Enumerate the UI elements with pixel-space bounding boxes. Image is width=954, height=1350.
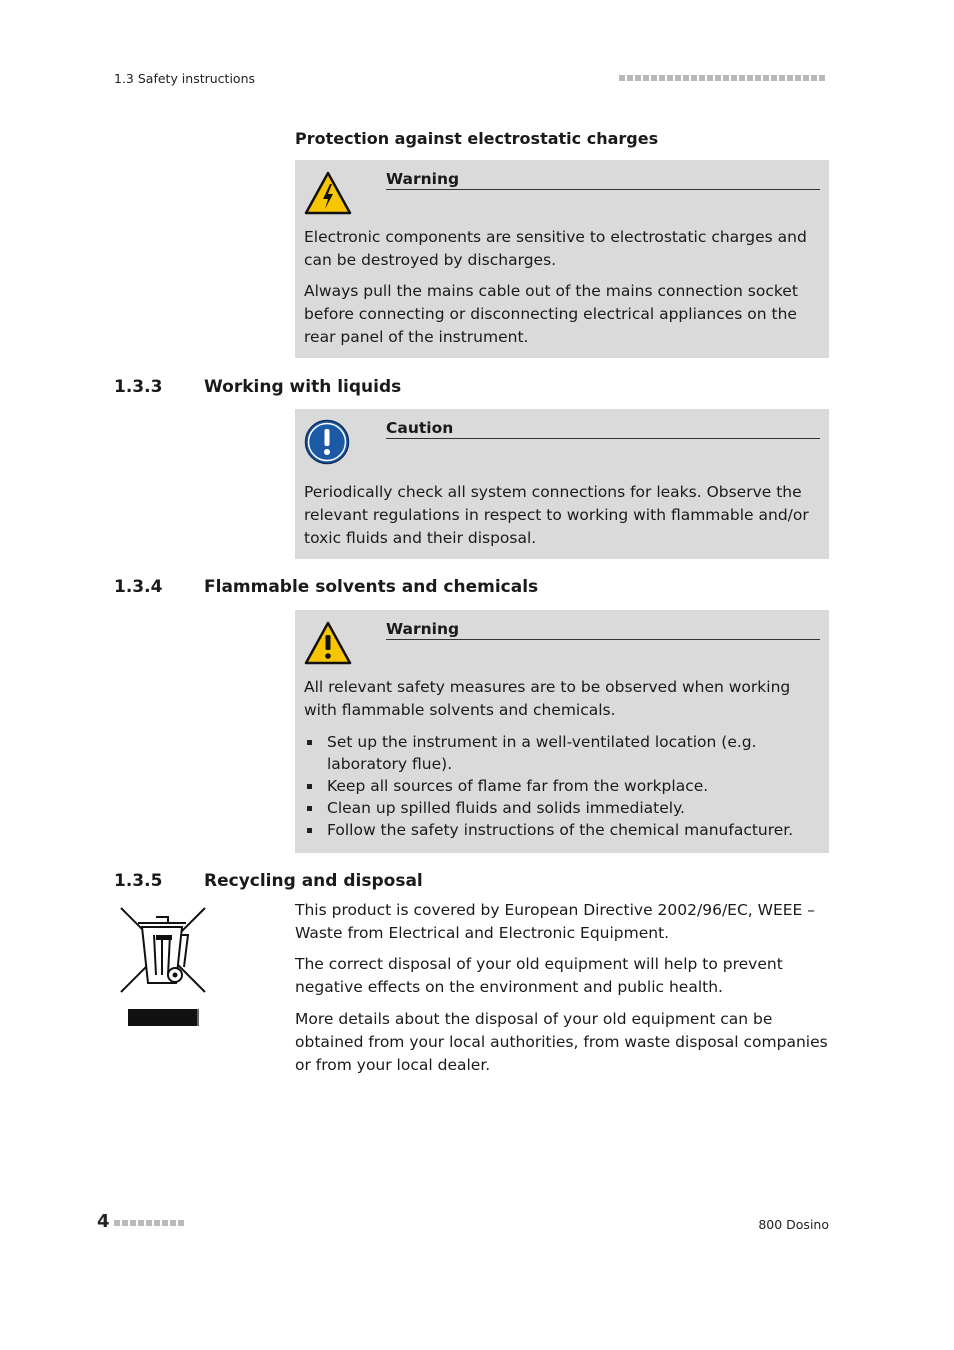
section-title: Flammable solvents and chemicals xyxy=(204,577,539,597)
section-number: 1.3.3 xyxy=(114,377,163,397)
section-number: 1.3.4 xyxy=(114,577,163,597)
box-title: Warning xyxy=(386,620,820,640)
list-item: Set up the instrument in a well-ventilated location (e.g. laboratory flue). xyxy=(304,731,819,775)
esd-warning-box xyxy=(295,160,829,358)
paragraph: Periodically check all system connections for leaks. Observe the relevant regulations in respect to working with flammable and/or toxic fluids and their disposal. xyxy=(304,483,809,547)
section-title: Working with liquids xyxy=(204,377,402,397)
paragraph: Always pull the mains cable out of the mains connection socket before connecting or disconnecting electrical appliances on the rear panel of the instrument. xyxy=(304,282,798,346)
running-header: 1.3 Safety instructions xyxy=(114,71,256,86)
bullet-list xyxy=(304,731,819,841)
box-title: Warning xyxy=(386,170,820,190)
list-item: Clean up spilled fluids and solids immediately. xyxy=(304,797,819,819)
header-decoration xyxy=(619,75,825,81)
paragraph: This product is covered by European Directive 2002/96/EC, WEEE – Waste from Electrical and Electronic Equipment. xyxy=(295,901,816,942)
warning-triangle-icon xyxy=(304,620,352,666)
box-title: Caution xyxy=(386,419,820,439)
esd-heading: Protection against electrostatic charges xyxy=(295,129,659,148)
caution-box xyxy=(295,409,829,559)
paragraph: Electronic components are sensitive to electrostatic charges and can be destroyed by discharges. xyxy=(304,228,807,269)
product-name: 800 Dosino xyxy=(758,1217,829,1232)
caution-exclamation-icon xyxy=(304,419,352,465)
footer-decoration xyxy=(114,1220,184,1226)
paragraph: More details about the disposal of your old equipment can be obtained from your local authorities, from waste disposal companies or from your local dealer. xyxy=(295,1010,828,1074)
electrical-hazard-icon xyxy=(304,170,352,216)
paragraph: All relevant safety measures are to be observed when working with flammable solvents and chemicals. xyxy=(304,678,791,719)
list-item: Follow the safety instructions of the chemical manufacturer. xyxy=(304,819,819,841)
list-item: Keep all sources of flame far from the workplace. xyxy=(304,775,819,797)
section-title: Recycling and disposal xyxy=(204,871,423,891)
paragraph: The correct disposal of your old equipment will help to prevent negative effects on the environment and public health. xyxy=(295,955,783,996)
page-number: 4 xyxy=(97,1211,110,1232)
section-number: 1.3.5 xyxy=(114,871,163,891)
weee-crossed-bin-icon xyxy=(118,905,208,1030)
warning-box xyxy=(295,610,829,853)
